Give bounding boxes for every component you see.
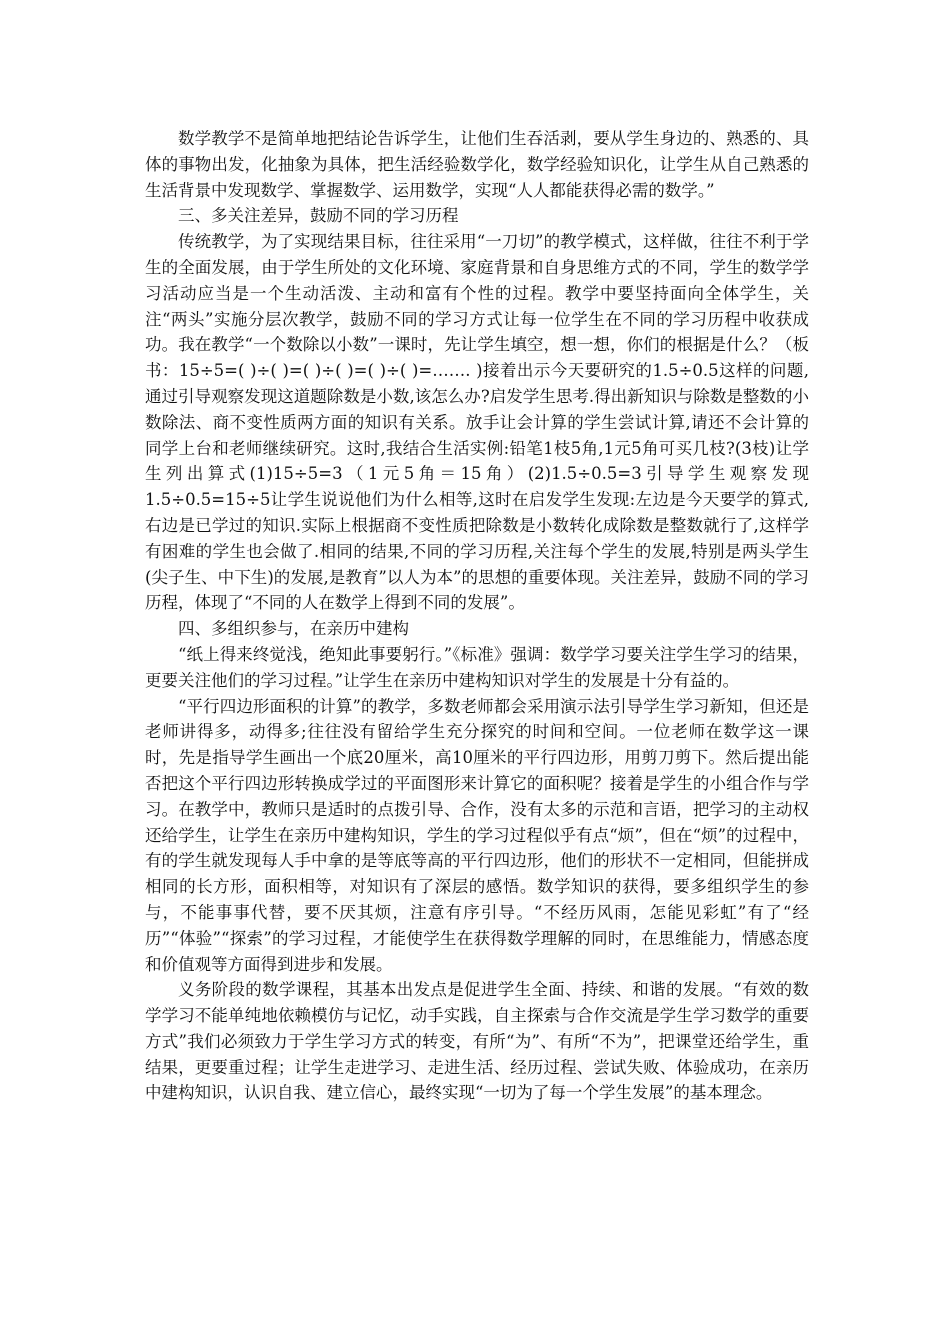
- section-heading-4: 四、多组织参与，在亲历中建构: [178, 619, 409, 639]
- paragraph-differences: 传统教学，为了实现结果目标，往往采用“一刀切”的教学模式，这样做，往往不利于学生的全面发展，由于学生所处的文化环境、家庭背景和自身思维方式的不同，学生的数学学习活动应当是一个生动活泼、主动和富有个性的过程。教学中要坚持面向全体学生，关注“两头”实施分层次教学，鼓励不同的学习方式让每一位学生在不同的学习历程中收获成功。我在教学“一个数除以小数”一课时，先让学生填空，想一想，你们的根据是什么？（板书：15÷5=( )÷( )=( )÷( )=( )÷( )=……. )接着出示今天要研究的1.5÷0.5这样的问题,通过引导观察发现这道题除数是小数,该怎么办?启发学生思考.得出新知识与除数是整数的小数除法、商不变性质两方面的知识有关系。放手让会计算的学生尝试计算,请还不会计算的同学上台和老师继续研究。这时,我结合生活实例:铅笔1枝5角,1元5角可买几枝?(3枝)让学生列出算式(1)15÷5=3（1元5角＝15角）(2)1.5÷0.5=3引导学生观察发现1.5÷0.5=15÷5让学生说说他们为什么相等,这时在启发学生发现:左边是今天要学的算式,右边是已学过的知识.实际上根据商不变性质把除数是小数转化成除数是整数就行了,这样学有困难的学生也会做了.相同的结果,不同的学习历程,关注每个学生的发展,特别是两头学生(尖子生、中下生)的发展,是教育”以人为本”的思想的重要体现。关注差异，鼓励不同的学习历程，体现了“不同的人在数学上得到不同的发展”。: [145, 232, 809, 613]
- paragraph-parallelogram: “平行四边形面积的计算”的教学，多数老师都会采用演示法引导学生学习新知，但还是老师讲得多，动得多;往往没有留给学生充分探究的时间和空间。一位老师在数学这一课时，先是指导学生画出一个底20厘米，高10厘米的平行四边形，用剪刀剪下。然后提出能否把这个平行四边形转换成学过的平面图形来计算它的面积呢？接着是学生的小组合作与学习。在教学中，教师只是适时的点拨引导、合作，没有太多的示范和言语，把学习的主动权还给学生，让学生在亲历中建构知识，学生的学习过程似乎有点“烦”，但在“烦”的过程中，有的学生就发现每人手中拿的是等底等高的平行四边形，他们的形状不一定相同，但能拼成相同的长方形，面积相等，对知识有了深层的感悟。数学知识的获得，要多组织学生的参与，不能事事代替，要不厌其烦，注意有序引导。“不经历风雨，怎能见彩虹”有了“经历”“体验”“探索”的学习过程，才能使学生在获得数学理解的同时，在思维能力，情感态度和价值观等方面得到进步和发展。: [145, 696, 809, 974]
- section-heading-3: 三、多关注差异，鼓励不同的学习历程: [178, 206, 459, 226]
- paragraph-intro: 数学教学不是简单地把结论告诉学生，让他们生吞活剥，要从学生身边的、熟悉的、具体的事物出发，化抽象为具体，把生活经验数学化，数学经验知识化，让学生从自己熟悉的生活背景中发现数学、掌握数学、运用数学，实现“人人都能获得必需的数学。”: [145, 129, 809, 200]
- paragraph-quote: “纸上得来终觉浅，绝知此事要躬行。”《标准》强调：数学学习要关注学生学习的结果，更要关注他们的学习过程。”让学生在亲历中建构知识对学生的发展是十分有益的。: [145, 644, 809, 690]
- document-page: [145, 126, 809, 1106]
- paragraph-conclusion: 义务阶段的数学课程，其基本出发点是促进学生全面、持续、和谐的发展。“有效的数学学习不能单纯地依赖模仿与记忆，动手实践，自主探索与合作交流是学生学习数学的重要方式”我们必须致力于学生学习方式的转变，有所“为”、有所“不为”，把课堂还给学生，重结果，更要重过程；让学生走进学习、走进生活、经历过程、尝试失败、体验成功，在亲历中建构知识，认识自我、建立信心，最终实现“一切为了每一个学生发展”的基本理念。: [145, 980, 809, 1103]
